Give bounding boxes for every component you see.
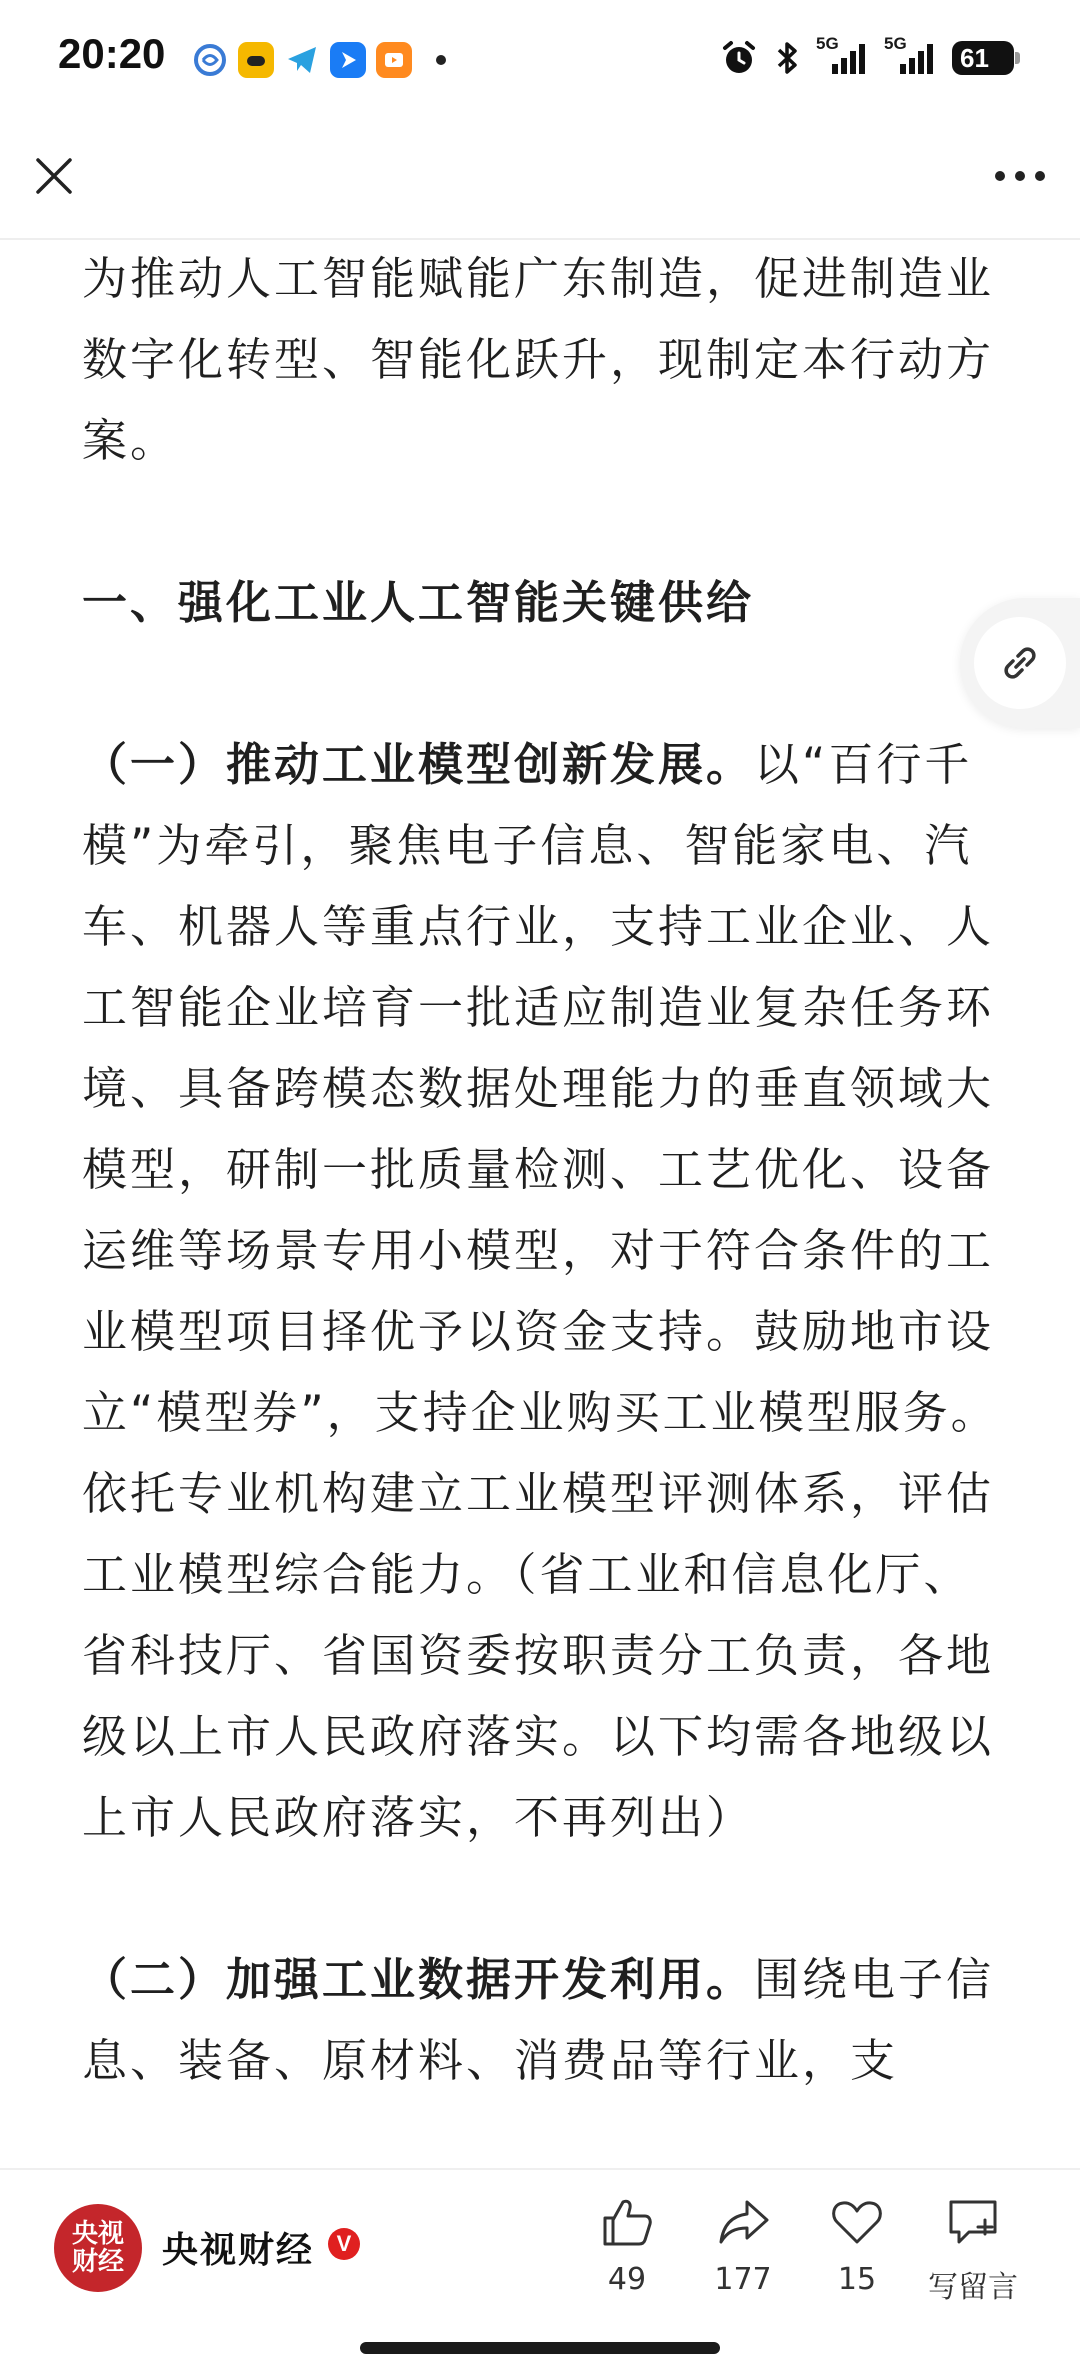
- thumbs-up-icon: [599, 2194, 655, 2250]
- article-paragraph: [82, 724, 1002, 1858]
- telegram-icon: [284, 42, 320, 78]
- more-options-button[interactable]: [990, 156, 1050, 196]
- copy-link-button[interactable]: [960, 598, 1080, 728]
- signal-5g-icon: 5G: [816, 40, 868, 76]
- more-icon: [992, 169, 1048, 183]
- app-notification-icon: [238, 42, 274, 78]
- favorite-button[interactable]: [802, 2194, 912, 2297]
- more-notifications-dot: [436, 55, 446, 65]
- like-count: 49: [607, 2262, 647, 2297]
- app-notification-icon: [330, 42, 366, 78]
- link-icon: [998, 641, 1042, 685]
- comment-icon: [945, 2194, 1001, 2250]
- paragraph-lead: （一）推动工业模型创新发展。: [82, 738, 755, 791]
- verified-badge: V: [328, 2228, 360, 2260]
- status-bar: [0, 0, 1080, 118]
- account-name[interactable]: 央视财经: [162, 2230, 315, 2271]
- battery-indicator: 61: [952, 41, 1014, 75]
- video-app-icon: [376, 42, 412, 78]
- paragraph-body: 以“百行千模”为牵引，聚焦电子信息、智能家电、汽车、机器人等重点行业，支持工业企业、人工智能企业培育一批适应制造业复杂任务环境、具备跨模态数据处理能力的垂直领域大模型，研制一批质量检测、工艺优化、设备运维等场景专用小模型，对于符合条件的工业模型项目择优予以资金支持。鼓励地市设立“模型券”，支持企业购买工业模型服务。依托专业机构建立工业模型评测体系，评估工业模型综合能力。（省工业和信息化厅、省科技厅、省国资委按职责分工负责，各地级以上市人民政府落实。以下均需各地级以上市人民政府落实，不再列出）: [82, 738, 999, 1844]
- section-heading: 一、强化工业人工智能关键供给: [82, 576, 755, 629]
- app-notification-icon: [192, 42, 228, 78]
- article-paragraph: [82, 1939, 1002, 2101]
- alarm-icon: [720, 39, 758, 77]
- paragraph-body: 围绕电子信息、装备、原材料、消费品等行业，支: [82, 1953, 995, 2087]
- write-comment-button[interactable]: [918, 2194, 1028, 2306]
- system-indicators: [720, 36, 1014, 80]
- article-body: [82, 238, 1002, 2168]
- signal-5g-icon: 5G: [884, 40, 936, 76]
- favorite-count: 15: [837, 2262, 877, 2297]
- intro-paragraph: 为推动人工智能赋能广东制造，促进制造业数字化转型、智能化跃升，现制定本行动方案。: [82, 252, 995, 467]
- status-time: 20:20: [58, 30, 166, 77]
- notification-icons: [192, 40, 446, 80]
- share-button[interactable]: [688, 2194, 798, 2297]
- close-button[interactable]: [28, 150, 80, 202]
- like-button[interactable]: [572, 2194, 682, 2297]
- account-avatar[interactable]: [54, 2204, 142, 2292]
- home-indicator[interactable]: [360, 2342, 720, 2354]
- share-icon: [715, 2194, 771, 2250]
- avatar-text: 央视财经: [71, 2219, 124, 2277]
- close-icon: [32, 154, 76, 198]
- paragraph-lead: （二）加强工业数据开发利用。: [82, 1953, 755, 2006]
- bluetooth-icon: [774, 39, 800, 77]
- copy-link-circle: [974, 617, 1066, 709]
- heart-icon: [829, 2194, 885, 2250]
- write-comment-label: 写留言: [928, 2270, 1018, 2305]
- share-count: 177: [714, 2262, 772, 2297]
- top-navigation-bar: [0, 118, 1080, 240]
